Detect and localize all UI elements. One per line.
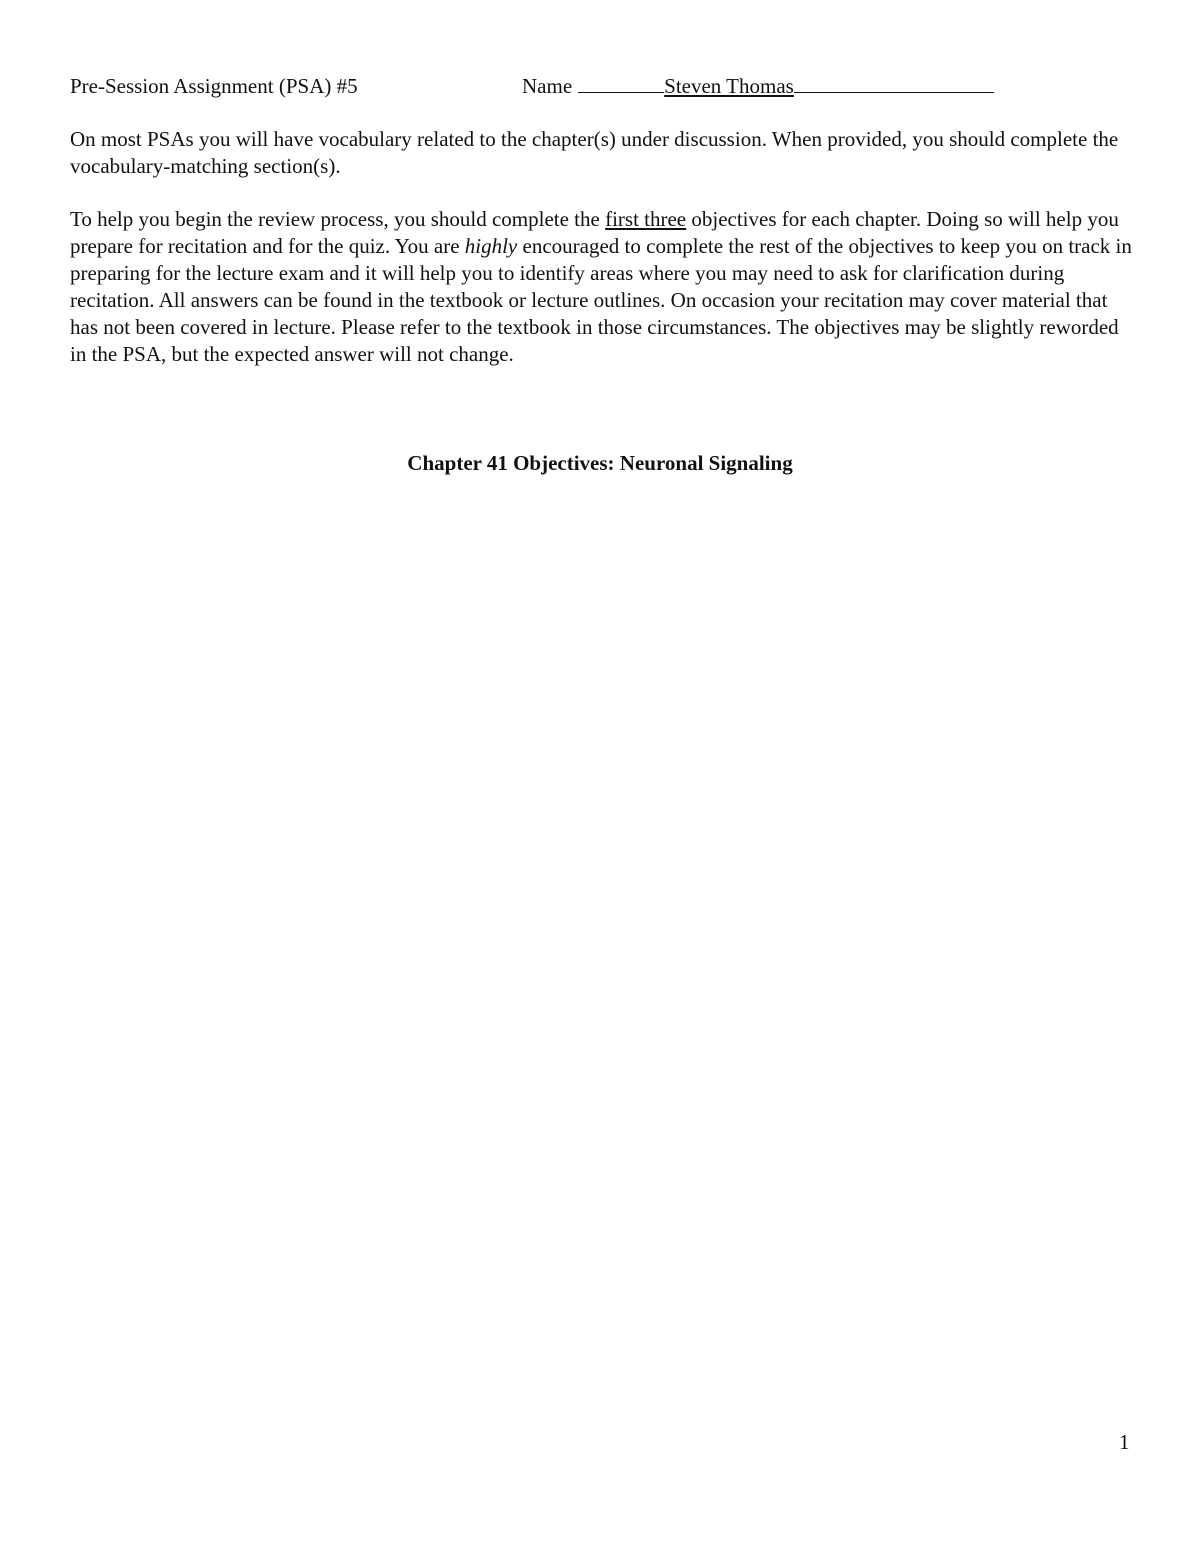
emphasis-first-three: first three	[605, 207, 687, 231]
name-label: Name	[522, 74, 573, 98]
page-number: 1	[1119, 1430, 1130, 1454]
student-name: Steven Thomas	[664, 74, 794, 98]
instructions-text-1: To help you begin the review process, you should complete the	[70, 207, 606, 231]
objectives-instructions	[70, 206, 1132, 368]
name-underline-lead	[578, 74, 664, 93]
vocabulary-instructions: On most PSAs you will have vocabulary related to the chapter(s) under discussion. When provided, you should complete the vocabulary-matching section(s).	[70, 127, 1119, 178]
document-header	[70, 74, 1130, 100]
assignment-title: Pre-Session Assignment (PSA) #5	[70, 74, 358, 98]
name-underline-trail	[794, 74, 994, 93]
instructions-text-3: encouraged to complete the rest of the objectives to keep you on track in preparing for the lecture exam and it will help you to identify areas where you may need to ask for clarification during recitation. All answers can be found in the textbook or lecture outlines. On occasion your recitation may cover material that has not been covered in lecture. Please refer to the textbook in those circumstances. The objectives may be slightly reworded in the PSA, but the expected answer will not change.	[70, 234, 1132, 366]
instructions-text-2: objectives for each chapter. Doing so will help you prepare for recitation and for the quiz. You are	[70, 207, 1119, 258]
chapter-heading: Chapter 41 Objectives: Neuronal Signaling	[407, 451, 793, 475]
name-field	[522, 74, 994, 99]
emphasis-highly: highly	[464, 234, 518, 258]
